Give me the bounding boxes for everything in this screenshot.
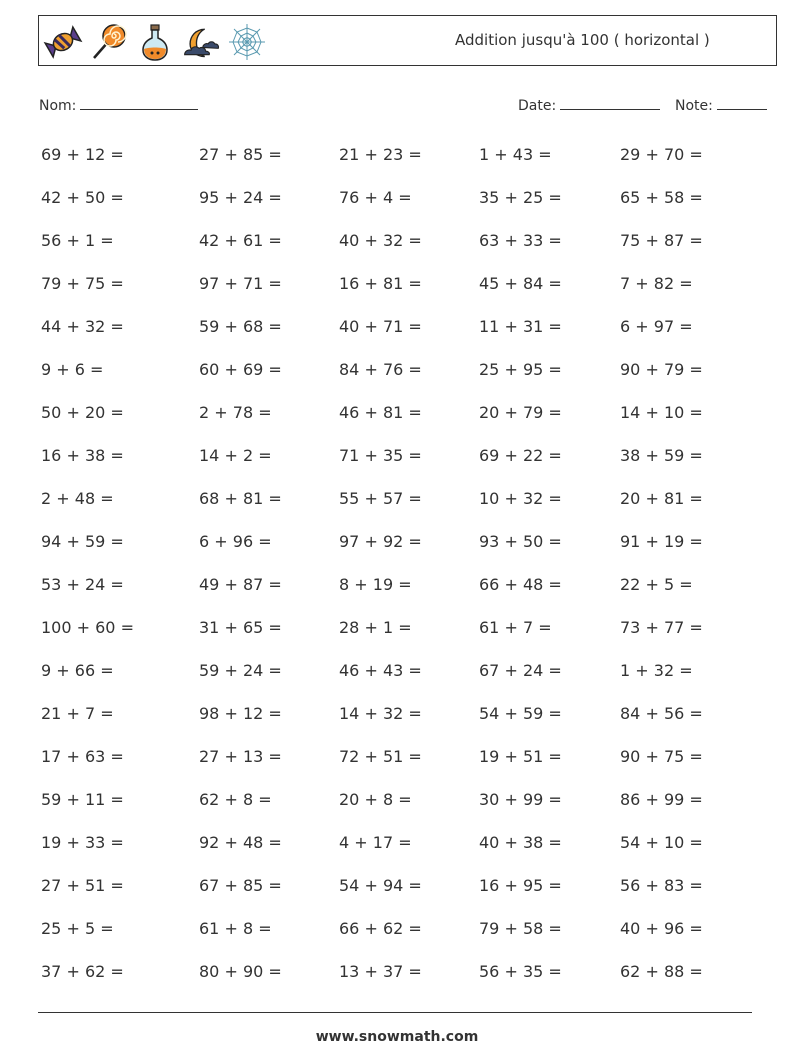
problem-item: 11 + 31 = — [479, 317, 562, 336]
problem-item: 22 + 5 = — [620, 575, 693, 594]
problem-item: 59 + 24 = — [199, 661, 282, 680]
problem-item: 29 + 70 = — [620, 145, 703, 164]
problem-item: 2 + 78 = — [199, 403, 272, 422]
problem-item: 25 + 5 = — [41, 919, 114, 938]
problem-item: 28 + 1 = — [339, 618, 412, 637]
problem-item: 61 + 8 = — [199, 919, 272, 938]
problem-item: 54 + 59 = — [479, 704, 562, 723]
problem-item: 40 + 71 = — [339, 317, 422, 336]
problem-item: 7 + 82 = — [620, 274, 693, 293]
date-blank-line[interactable] — [560, 95, 660, 110]
problem-item: 2 + 48 = — [41, 489, 114, 508]
problem-item: 73 + 77 = — [620, 618, 703, 637]
problem-item: 1 + 32 = — [620, 661, 693, 680]
problem-item: 10 + 32 = — [479, 489, 562, 508]
problem-item: 8 + 19 = — [339, 575, 412, 594]
problem-item: 92 + 48 = — [199, 833, 282, 852]
problem-item: 59 + 11 = — [41, 790, 124, 809]
problem-item: 95 + 24 = — [199, 188, 282, 207]
problem-item: 67 + 85 = — [199, 876, 282, 895]
name-field — [39, 95, 198, 114]
problem-item: 97 + 92 = — [339, 532, 422, 551]
problem-item: 14 + 2 = — [199, 446, 272, 465]
problem-item: 42 + 50 = — [41, 188, 124, 207]
problem-item: 98 + 12 = — [199, 704, 282, 723]
problem-item: 46 + 81 = — [339, 403, 422, 422]
worksheet-header — [38, 15, 777, 66]
problem-item: 27 + 85 = — [199, 145, 282, 164]
problem-item: 84 + 76 = — [339, 360, 422, 379]
problem-item: 14 + 32 = — [339, 704, 422, 723]
problem-item: 45 + 84 = — [479, 274, 562, 293]
problem-item: 20 + 79 = — [479, 403, 562, 422]
problem-item: 93 + 50 = — [479, 532, 562, 551]
grade-blank-line[interactable] — [717, 95, 767, 110]
problem-item: 84 + 56 = — [620, 704, 703, 723]
problem-item: 40 + 38 = — [479, 833, 562, 852]
problem-item: 37 + 62 = — [41, 962, 124, 981]
problem-item: 30 + 99 = — [479, 790, 562, 809]
problem-item: 40 + 96 = — [620, 919, 703, 938]
problem-item: 79 + 58 = — [479, 919, 562, 938]
problem-item: 6 + 97 = — [620, 317, 693, 336]
problem-item: 19 + 51 = — [479, 747, 562, 766]
problem-item: 86 + 99 = — [620, 790, 703, 809]
grade-field — [675, 95, 767, 114]
problem-item: 90 + 79 = — [620, 360, 703, 379]
header-icons — [43, 21, 267, 63]
problem-item: 14 + 10 = — [620, 403, 703, 422]
problem-item: 40 + 32 = — [339, 231, 422, 250]
problem-item: 60 + 69 = — [199, 360, 282, 379]
problem-item: 61 + 7 = — [479, 618, 552, 637]
footer-website: www.snowmath.com — [315, 1029, 479, 1045]
problem-item: 38 + 59 = — [620, 446, 703, 465]
problem-item: 71 + 35 = — [339, 446, 422, 465]
problem-item: 72 + 51 = — [339, 747, 422, 766]
problem-item: 59 + 68 = — [199, 317, 282, 336]
problem-item: 66 + 62 = — [339, 919, 422, 938]
worksheet-title: Addition jusqu'à 100 ( horizontal ) — [455, 31, 710, 49]
problem-item: 53 + 24 = — [41, 575, 124, 594]
problem-item: 79 + 75 = — [41, 274, 124, 293]
name-label: Nom: — [39, 98, 77, 114]
problem-item: 76 + 4 = — [339, 188, 412, 207]
problem-item: 46 + 43 = — [339, 661, 422, 680]
problem-item: 54 + 10 = — [620, 833, 703, 852]
problem-item: 66 + 48 = — [479, 575, 562, 594]
problem-item: 50 + 20 = — [41, 403, 124, 422]
problem-item: 69 + 12 = — [41, 145, 124, 164]
problem-item: 19 + 33 = — [41, 833, 124, 852]
problem-item: 94 + 59 = — [41, 532, 124, 551]
problem-item: 35 + 25 = — [479, 188, 562, 207]
problem-item: 17 + 63 = — [41, 747, 124, 766]
problem-item: 44 + 32 = — [41, 317, 124, 336]
problem-item: 56 + 1 = — [41, 231, 114, 250]
problem-item: 54 + 94 = — [339, 876, 422, 895]
problem-item: 65 + 58 = — [620, 188, 703, 207]
problem-item: 31 + 65 = — [199, 618, 282, 637]
problem-item: 27 + 51 = — [41, 876, 124, 895]
problem-item: 16 + 81 = — [339, 274, 422, 293]
problem-item: 91 + 19 = — [620, 532, 703, 551]
problem-item: 97 + 71 = — [199, 274, 282, 293]
problem-item: 49 + 87 = — [199, 575, 282, 594]
problem-item: 56 + 35 = — [479, 962, 562, 981]
problem-item: 9 + 66 = — [41, 661, 114, 680]
problem-item: 42 + 61 = — [199, 231, 282, 250]
problem-item: 63 + 33 = — [479, 231, 562, 250]
problem-item: 62 + 8 = — [199, 790, 272, 809]
spider-web-icon — [227, 22, 267, 62]
lollipop-icon — [89, 22, 129, 62]
problem-item: 25 + 95 = — [479, 360, 562, 379]
problem-item: 27 + 13 = — [199, 747, 282, 766]
problem-item: 69 + 22 = — [479, 446, 562, 465]
problem-item: 9 + 6 = — [41, 360, 104, 379]
problem-item: 80 + 90 = — [199, 962, 282, 981]
name-blank-line[interactable] — [80, 95, 198, 110]
problem-item: 56 + 83 = — [620, 876, 703, 895]
grade-label: Note: — [675, 98, 713, 114]
date-label: Date: — [518, 98, 557, 114]
problem-item: 16 + 95 = — [479, 876, 562, 895]
problem-item: 62 + 88 = — [620, 962, 703, 981]
problem-item: 21 + 23 = — [339, 145, 422, 164]
moon-cloud-icon — [181, 22, 221, 62]
footer-divider — [38, 1012, 752, 1013]
problem-item: 68 + 81 = — [199, 489, 282, 508]
problem-item: 20 + 81 = — [620, 489, 703, 508]
problem-item: 16 + 38 = — [41, 446, 124, 465]
problem-item: 67 + 24 = — [479, 661, 562, 680]
problem-item: 6 + 96 = — [199, 532, 272, 551]
problem-item: 75 + 87 = — [620, 231, 703, 250]
problem-item: 4 + 17 = — [339, 833, 412, 852]
problem-item: 100 + 60 = — [41, 618, 134, 637]
problem-item: 1 + 43 = — [479, 145, 552, 164]
problem-item: 90 + 75 = — [620, 747, 703, 766]
problem-item: 20 + 8 = — [339, 790, 412, 809]
problem-item: 21 + 7 = — [41, 704, 114, 723]
potion-bottle-icon — [135, 22, 175, 62]
problem-item: 13 + 37 = — [339, 962, 422, 981]
candy-icon — [43, 22, 83, 62]
problem-item: 55 + 57 = — [339, 489, 422, 508]
date-field — [518, 95, 660, 114]
